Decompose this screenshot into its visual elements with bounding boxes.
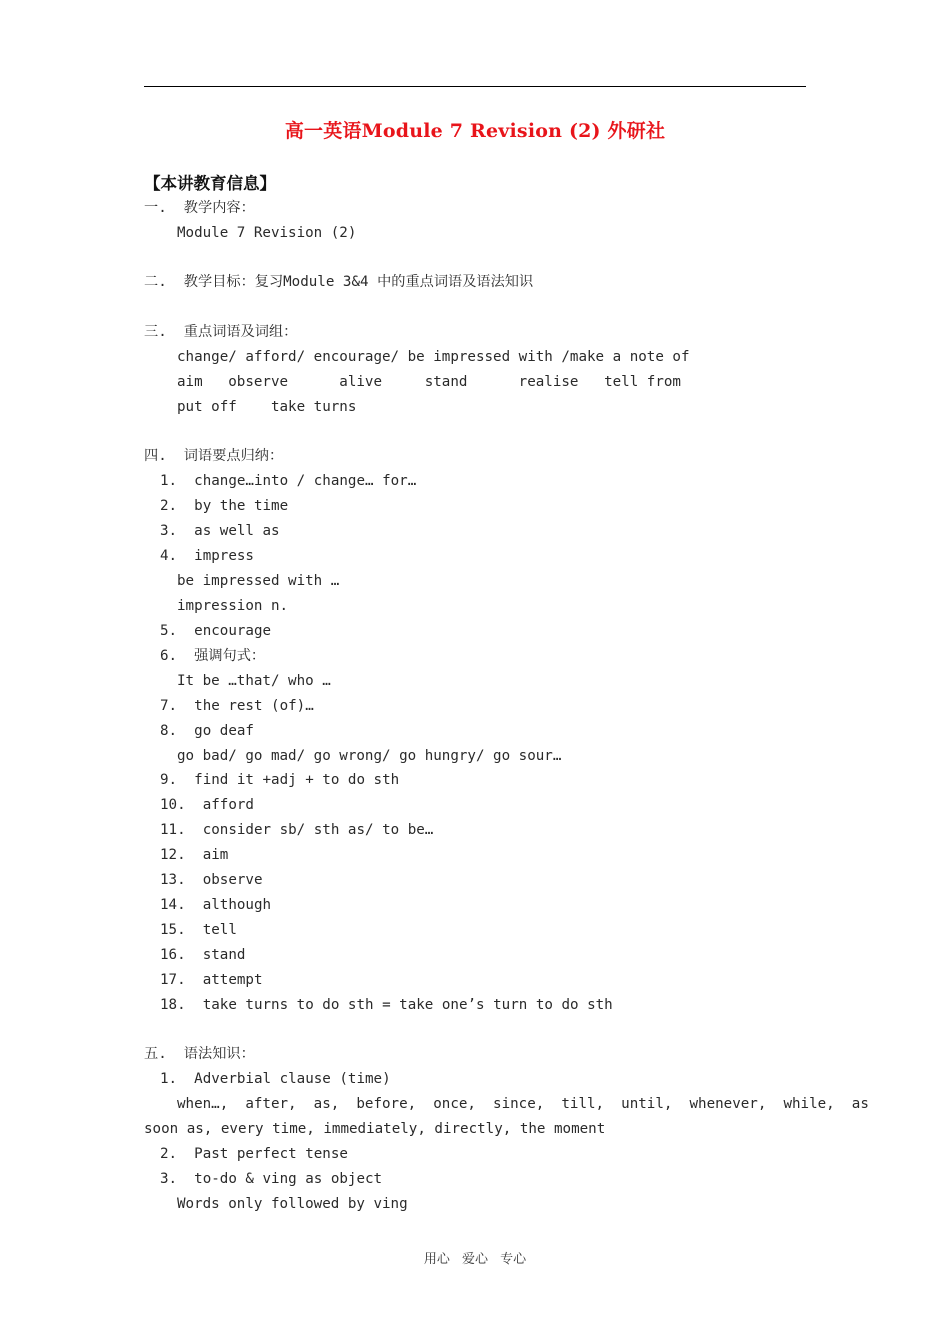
list-item: 9. find it +adj + to do sth: [160, 772, 400, 788]
s3-line: put off take turns: [177, 399, 357, 415]
list-subitem: impression n.: [177, 598, 289, 614]
s2-heading: 二. 教学目标：复习Module 3&4 中的重点词语及语法知识: [144, 274, 534, 290]
list-item: 14. although: [160, 897, 272, 913]
s1-heading: 一. 教学内容：: [144, 200, 255, 216]
list-item: 4. impress: [160, 548, 254, 564]
list-item: 3. as well as: [160, 523, 280, 539]
list-item: 16. stand: [160, 947, 246, 963]
list-item: 7. the rest (of)…: [160, 698, 314, 714]
list-item: 17. attempt: [160, 972, 263, 988]
s3-heading: 三. 重点词语及词组：: [144, 324, 298, 340]
list-item: 8. go deaf: [160, 723, 254, 739]
list-item: 12. aim: [160, 847, 229, 863]
list-item: 3. to-do & ving as object: [160, 1171, 383, 1187]
list-item: 1. Adverbial clause (time): [160, 1071, 391, 1087]
page-title: 高一英语Module 7 Revision (2) 外研社: [284, 120, 666, 142]
list-subitem: soon as, every time, immediately, directly, the moment: [144, 1121, 606, 1137]
list-item: 11. consider sb/ sth as/ to be…: [160, 822, 434, 838]
s4-heading: 四. 词语要点归纳：: [144, 448, 284, 464]
list-item: 2. Past perfect tense: [160, 1146, 348, 1162]
list-subitem: when…, after, as, before, once, since, till, until, whenever, while, as: [177, 1096, 869, 1112]
list-item: 5. encourage: [160, 623, 272, 639]
list-item: 2. by the time: [160, 498, 289, 514]
list-item: 13. observe: [160, 872, 263, 888]
list-item: 6. 强调句式：: [160, 648, 266, 664]
list-item: 10. afford: [160, 797, 254, 813]
s1-content: Module 7 Revision (2): [177, 225, 357, 241]
list-item: 1. change…into / change… for…: [160, 473, 417, 489]
list-subitem: Words only followed by ving: [177, 1196, 408, 1212]
page-footer: 用心 爱心 专心: [423, 1252, 527, 1267]
s5-heading: 五. 语法知识：: [144, 1046, 255, 1062]
header-rule: [144, 86, 806, 87]
section-heading: 【本讲教育信息】: [144, 174, 276, 193]
list-item: 18. take turns to do sth = take one’s turn to do sth: [160, 997, 613, 1013]
list-item: 15. tell: [160, 922, 237, 938]
list-subitem: go bad/ go mad/ go wrong/ go hungry/ go sour…: [177, 748, 562, 764]
s3-line: aim observe alive stand realise tell from: [177, 374, 681, 390]
list-subitem: be impressed with …: [177, 573, 340, 589]
list-subitem: It be …that/ who …: [177, 673, 331, 689]
s3-line: change/ afford/ encourage/ be impressed with /make a note of: [177, 349, 690, 365]
